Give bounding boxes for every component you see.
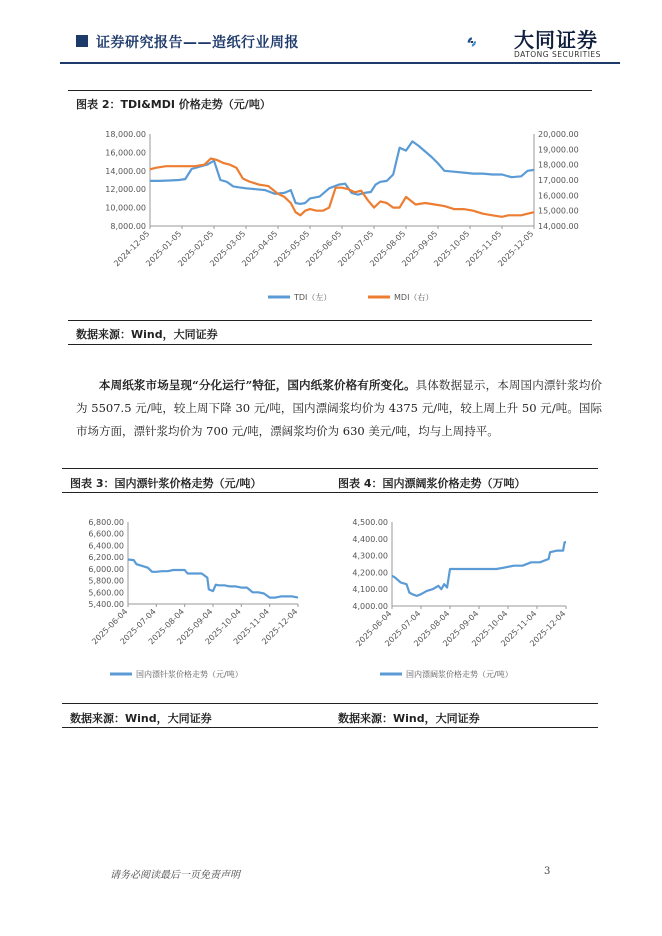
- datong-logo-icon: [466, 22, 510, 62]
- fig2-ytick-right: 15,000.00: [538, 206, 579, 216]
- fig4-ytick-left: 4,000.00: [352, 602, 388, 611]
- figure4-source: 数据来源：Wind，大同证券: [338, 712, 480, 725]
- fig4-ytick-left: 4,300.00: [352, 551, 388, 561]
- page-number: 3: [544, 866, 551, 877]
- fig3-ytick-left: 6,800.00: [88, 518, 124, 527]
- fig3-xtick-label: 2025-12-04: [260, 607, 300, 647]
- figure3-source: 数据来源：Wind，大同证券: [70, 712, 212, 725]
- fig2-xtick-label: 2025-03-05: [208, 229, 248, 269]
- header-marker: [76, 35, 88, 47]
- fig4-ytick-left: 4,100.00: [352, 585, 388, 595]
- fig3-ytick-left: 5,600.00: [88, 588, 124, 598]
- fig3-ytick-left: 6,200.00: [88, 553, 124, 563]
- figure2-top-rule: [68, 90, 592, 91]
- logo-name-cn: 大同证券: [514, 28, 598, 52]
- fig4-xtick-label: 2025-12-04: [528, 609, 568, 649]
- fig3-ytick-left: 5,800.00: [88, 576, 124, 586]
- fig3-ytick-left: 6,400.00: [88, 541, 124, 551]
- fig4-series-line-0: [392, 542, 566, 596]
- fig4-xtick-label: 2025-10-04: [470, 609, 510, 649]
- paragraph-body: 具体数据显示，本周国内漂针浆均价为 5507.5 元/吨，较上周下降 30 元/吨，国内漂阔浆均价为 4375 元/吨，较上周上升 50 元/吨。国际市场方面，漂针浆均价为 700 元/吨，漂阔浆均价为 630 美元/吨，均与上周持平。: [76, 378, 603, 438]
- fig2-ytick-right: 20,000.00: [538, 130, 579, 139]
- fig4-xtick-label: 2025-08-04: [412, 609, 452, 649]
- figures34-source-rule: [62, 727, 598, 728]
- figure3-title: 图表 3：国内漂针浆价格走势（元/吨）: [70, 477, 262, 490]
- figure4-chart: [330, 506, 592, 696]
- figure4-title: 图表 4：国内漂阔浆价格走势（万吨）: [338, 477, 526, 490]
- figures34-bottom-rule: [62, 703, 598, 704]
- fig2-ytick-right: 14,000.00: [538, 222, 579, 231]
- fig2-xtick-label: 2025-08-05: [368, 229, 408, 269]
- fig2-ytick-left: 14,000.00: [105, 166, 146, 176]
- fig2-xtick-label: 2025-06-05: [304, 229, 344, 269]
- body-paragraph: [76, 374, 602, 443]
- figures34-title-rule: [62, 492, 598, 493]
- fig2-ytick-left: 12,000.00: [105, 185, 146, 195]
- header-rule: [60, 62, 620, 64]
- fig2-xtick-label: 2025-12-05: [496, 229, 536, 269]
- fig3-xtick-label: 2025-06-04: [90, 607, 130, 647]
- fig2-xtick-label: 2025-05-05: [272, 229, 312, 269]
- fig4-legend-label-0: 国内漂阔浆价格走势（元/吨）: [406, 670, 513, 679]
- fig4-xtick-label: 2025-07-04: [383, 609, 423, 649]
- fig2-xtick-label: 2025-10-05: [432, 229, 472, 269]
- figure2-source-rule: [68, 344, 592, 345]
- fig3-xtick-label: 2025-11-04: [231, 607, 272, 647]
- fig2-legend-label-0: TDI（左）: [294, 293, 332, 302]
- fig4-xtick-label: 2025-11-04: [499, 609, 539, 649]
- fig2-series-line-1: [150, 159, 534, 217]
- report-title: 证券研究报告——造纸行业周报: [96, 35, 299, 51]
- fig3-ytick-left: 6,000.00: [88, 564, 124, 574]
- fig2-ytick-left: 8,000.00: [110, 222, 146, 231]
- fig2-ytick-left: 16,000.00: [105, 148, 146, 158]
- fig4-ytick-left: 4,500.00: [352, 518, 388, 527]
- fig3-legend-label-0: 国内漂针浆价格走势（元/吨）: [136, 670, 243, 679]
- fig3-series-line-0: [128, 560, 298, 598]
- fig2-xtick-label: 2025-01-05: [144, 229, 184, 269]
- fig2-series-line-0: [150, 141, 534, 204]
- paragraph-lead: 本周纸浆市场呈现“分化运行”特征，国内纸浆价格有所变化。: [98, 378, 416, 392]
- fig2-xtick-label: 2025-11-05: [464, 229, 504, 269]
- fig3-xtick-label: 2025-08-04: [146, 607, 187, 647]
- fig3-ytick-left: 5,400.00: [88, 600, 124, 609]
- fig4-ytick-left: 4,400.00: [352, 534, 388, 544]
- fig2-ytick-right: 18,000.00: [538, 160, 579, 170]
- figure3-chart: [66, 506, 324, 696]
- fig2-ytick-left: 10,000.00: [105, 203, 146, 213]
- fig2-xtick-label: 2025-09-05: [400, 229, 440, 269]
- figure2-source: 数据来源：Wind，大同证券: [76, 328, 218, 341]
- fig2-xtick-label: 2025-07-05: [336, 229, 376, 269]
- fig2-ytick-right: 19,000.00: [538, 145, 579, 155]
- fig2-legend-label-1: MDI（右）: [394, 293, 434, 302]
- figure2-bottom-rule: [68, 320, 592, 321]
- fig3-xtick-label: 2025-09-04: [175, 607, 215, 647]
- fig3-xtick-label: 2025-07-04: [118, 607, 158, 647]
- fig2-xtick-label: 2025-04-05: [240, 229, 280, 269]
- footer-disclaimer: 请务必阅读最后一页免责声明: [110, 870, 240, 881]
- fig3-xtick-label: 2025-10-04: [203, 607, 243, 647]
- fig2-ytick-right: 17,000.00: [538, 176, 579, 185]
- figures34-top-rule: [62, 468, 598, 469]
- logo-name-en: DATONG SECURITIES: [514, 50, 601, 59]
- figure2-chart: [68, 120, 592, 316]
- figure2-title: 图表 2：TDI&MDI 价格走势（元/吨）: [76, 98, 271, 111]
- fig2-ytick-left: 18,000.00: [105, 130, 146, 139]
- fig2-xtick-label: 2024-12-05: [112, 229, 152, 269]
- fig3-ytick-left: 6,600.00: [88, 529, 124, 539]
- fig4-xtick-label: 2025-09-04: [441, 609, 481, 649]
- fig4-xtick-label: 2025-06-04: [354, 609, 394, 649]
- fig2-ytick-right: 16,000.00: [538, 191, 579, 201]
- fig2-xtick-label: 2025-02-05: [176, 229, 216, 269]
- fig4-ytick-left: 4,200.00: [352, 568, 388, 578]
